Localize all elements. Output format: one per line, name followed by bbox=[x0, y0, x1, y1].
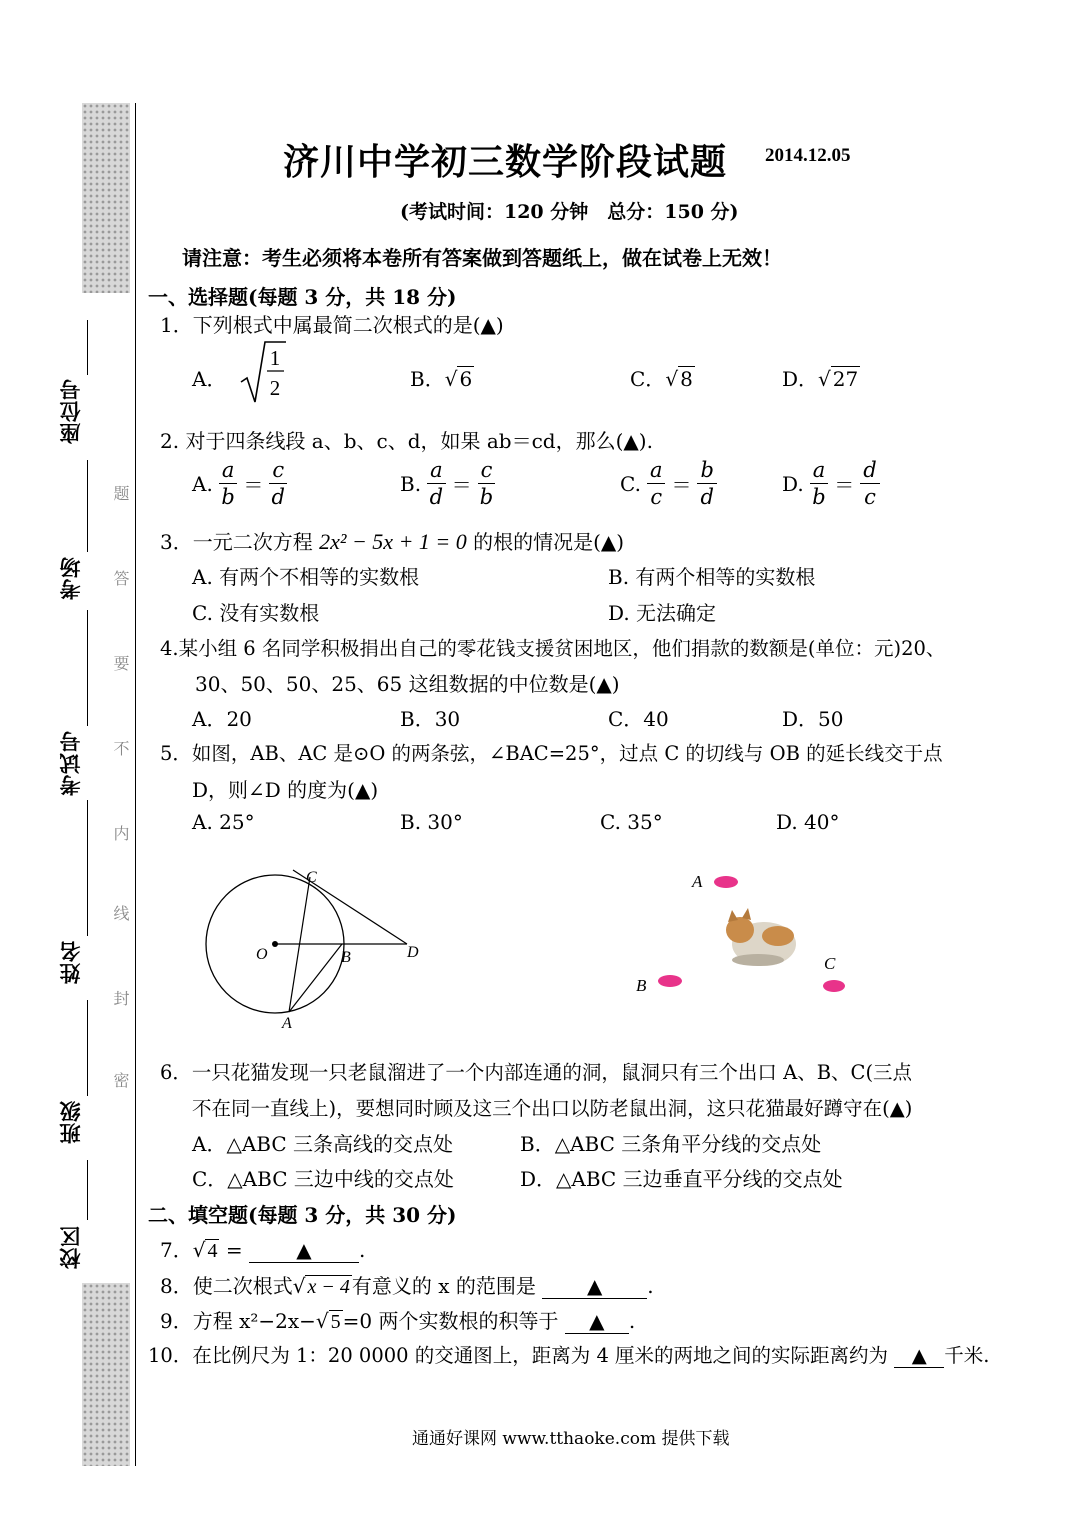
q5-option-b: B. 30° bbox=[400, 810, 463, 834]
q3-stem-pre: 3．一元二次方程 bbox=[160, 530, 313, 554]
seal-char: 不 bbox=[111, 740, 130, 756]
q4-option-c: C．40 bbox=[608, 707, 669, 731]
q6-option-b: B．△ABC 三条角平分线的交点处 bbox=[520, 1132, 822, 1156]
notice: 请注意：考生必须将本卷所有答案做到答题纸上，做在试卷上无效！ bbox=[182, 246, 782, 270]
option-letter: D． bbox=[782, 367, 819, 391]
q5-line1: 5．如图，AB、AC 是⊙O 的两条弦，∠BAC=25°，过点 C 的切线与 OB 的延长线交于点 bbox=[160, 742, 943, 765]
label-a: A bbox=[692, 872, 703, 891]
q4-line2: 30、50、50、25、65 这组数据的中位数是(▲) bbox=[195, 672, 620, 696]
option-letter: B. bbox=[400, 471, 422, 496]
campus-label: 校区 bbox=[58, 1225, 83, 1269]
option-letter: C. bbox=[620, 471, 641, 496]
chord-ab bbox=[289, 944, 342, 1012]
radicand: 6 bbox=[459, 367, 473, 391]
exam-number-line bbox=[87, 610, 88, 726]
fraction: $\frac{b}{d}$ bbox=[697, 457, 716, 510]
exit-b bbox=[658, 975, 682, 987]
q8-pre: 8．使二次根式 bbox=[160, 1274, 293, 1298]
class-label: 班级 bbox=[58, 1100, 83, 1144]
radicand: 5 bbox=[330, 1311, 341, 1333]
q4-line1: 4.某小组 6 名同学积极捐出自己的零花钱支援贫困地区，他们捐款的数额是(单位：元)20、 bbox=[160, 637, 946, 660]
fraction: $\frac{d}{c}$ bbox=[860, 457, 879, 510]
label-a: A bbox=[282, 1015, 292, 1032]
exit-c bbox=[823, 980, 845, 992]
seat-number-label: 座位号 bbox=[58, 378, 83, 444]
seal-char: 线 bbox=[111, 905, 130, 921]
seal-char: 要 bbox=[111, 655, 130, 671]
q6-line2: 不在同一直线上)，要想同时顾及这三个出口以防老鼠出洞，这只花猫最好蹲守在(▲) bbox=[192, 1097, 913, 1120]
answer-blank: ▲ bbox=[894, 1344, 944, 1368]
q2-option-b bbox=[400, 457, 495, 510]
seal-char: 答 bbox=[111, 570, 130, 586]
class-line bbox=[87, 1000, 88, 1096]
section1-title: 一、选择题(每题 3 分，共 18 分) bbox=[148, 285, 457, 309]
center-dot bbox=[272, 941, 278, 947]
binding-pattern-bottom bbox=[82, 1283, 130, 1466]
section2-title: 二、填空题(每题 3 分，共 30 分) bbox=[148, 1203, 457, 1227]
q9-end: . bbox=[628, 1309, 636, 1333]
name-label: 姓名 bbox=[58, 940, 83, 984]
binding-border bbox=[135, 103, 136, 1466]
q1-option-a bbox=[192, 363, 226, 392]
q10-end: 千米. bbox=[944, 1344, 990, 1367]
q7-number: 7． bbox=[160, 1238, 193, 1262]
seal-char: 内 bbox=[111, 825, 130, 841]
fraction: $\frac{a}{d}$ bbox=[427, 457, 446, 510]
q1-option-d bbox=[782, 363, 860, 392]
sqrt-symbol: √ bbox=[665, 367, 679, 391]
label-o: O bbox=[256, 946, 268, 963]
q1-option-b bbox=[410, 363, 474, 392]
label-d: D bbox=[407, 944, 419, 961]
radicand: 27 bbox=[832, 367, 859, 391]
q3-option-a: A. 有两个不相等的实数根 bbox=[192, 565, 420, 589]
q10 bbox=[148, 1340, 989, 1368]
q8-end: . bbox=[647, 1274, 654, 1298]
fraction: $\frac{c}{b}$ bbox=[478, 457, 496, 510]
q1-a-denominator: 2 bbox=[269, 376, 281, 400]
radicand: 8 bbox=[680, 367, 693, 391]
page-title: 济川中学初三数学阶段试题 bbox=[283, 141, 728, 183]
option-letter: B． bbox=[410, 367, 445, 391]
q2-option-a bbox=[192, 457, 287, 510]
seal-char: 密 bbox=[111, 1072, 130, 1088]
q1-option-a-radical bbox=[238, 338, 288, 406]
option-letter: C． bbox=[630, 367, 666, 391]
label-c: C bbox=[306, 869, 317, 886]
option-letter: A. bbox=[192, 471, 213, 496]
label-c: C bbox=[824, 954, 836, 973]
fraction: $\frac{a}{b}$ bbox=[810, 457, 829, 510]
q4-option-b: B．30 bbox=[400, 707, 461, 731]
sqrt-symbol: √ bbox=[818, 367, 831, 391]
q9-pre: 9．方程 x²−2x− bbox=[160, 1309, 316, 1333]
exit-a bbox=[714, 876, 738, 888]
q7-end: . bbox=[358, 1238, 366, 1262]
q1-a-numerator: 1 bbox=[269, 346, 281, 370]
radicand: 4 bbox=[207, 1240, 218, 1262]
q8 bbox=[160, 1270, 654, 1299]
q5-option-a: A. 25° bbox=[192, 810, 255, 834]
seal-char: 封 bbox=[111, 990, 130, 1006]
q9-post: =0 两个实数根的积等于 bbox=[342, 1309, 559, 1333]
cat-diagram bbox=[630, 860, 860, 1000]
q2-stem: 2. 对于四条线段 a、b、c、d，如果 ab＝cd，那么(▲). bbox=[160, 429, 653, 453]
sqrt-symbol: √ bbox=[192, 1238, 206, 1262]
q4-option-a: A．20 bbox=[192, 707, 252, 731]
q3-stem-post: 的根的情况是(▲) bbox=[473, 530, 625, 554]
sqrt-symbol: √ bbox=[315, 1309, 329, 1333]
fraction: $\frac{a}{c}$ bbox=[647, 457, 666, 510]
q3-option-b: B. 有两个相等的实数根 bbox=[608, 565, 816, 589]
exam-number-label: 考试号 bbox=[58, 730, 83, 796]
exam-room-line bbox=[87, 460, 88, 552]
q3-option-c: C. 没有实数根 bbox=[192, 601, 320, 625]
seat-number-line bbox=[87, 320, 88, 375]
q10-pre: 10．在比例尺为 1：20 0000 的交通图上，距离为 4 厘米的两地之间的实际距离约为 bbox=[148, 1344, 889, 1367]
label-b: B bbox=[636, 976, 647, 995]
seal-char: 题 bbox=[111, 485, 130, 501]
fraction: $\frac{c}{d}$ bbox=[269, 457, 287, 510]
equals: = bbox=[219, 1238, 243, 1262]
q6-option-d: D．△ABC 三边垂直平分线的交点处 bbox=[520, 1167, 843, 1191]
q1-option-c bbox=[630, 363, 695, 392]
label-b: B bbox=[341, 949, 351, 966]
equals: ＝ bbox=[671, 473, 692, 497]
q2-option-c bbox=[620, 457, 717, 510]
q3-option-d: D. 无法确定 bbox=[608, 601, 717, 625]
cat-icon bbox=[726, 908, 796, 966]
q3-stem bbox=[160, 526, 624, 555]
answer-blank: ▲ bbox=[565, 1309, 629, 1334]
q8-post: 有意义的 x 的范围是 bbox=[351, 1274, 536, 1298]
exam-room-label: 考场 bbox=[58, 556, 83, 600]
radicand: x − 4 bbox=[307, 1276, 350, 1298]
q6-option-a: A．△ABC 三条高线的交点处 bbox=[192, 1132, 453, 1156]
sqrt-symbol: √ bbox=[444, 367, 458, 391]
option-letter: A． bbox=[192, 367, 227, 391]
q2-option-d bbox=[782, 457, 880, 510]
sqrt-symbol: √ bbox=[292, 1274, 306, 1298]
footer-credit: 通通好课网 www.tthaoke.com 提供下载 bbox=[412, 1429, 730, 1449]
name-line bbox=[87, 800, 88, 936]
fraction: $\frac{a}{b}$ bbox=[219, 457, 238, 510]
answer-blank: ▲ bbox=[249, 1238, 359, 1263]
equals: ＝ bbox=[243, 473, 264, 497]
q4-option-d: D．50 bbox=[782, 707, 844, 731]
q1-stem: 1．下列根式中属最简二次根式的是(▲) bbox=[160, 313, 504, 337]
q5-option-c: C. 35° bbox=[600, 810, 663, 834]
exam-date: 2014.12.05 bbox=[765, 145, 851, 166]
exam-info: (考试时间：120 分钟 总分：150 分) bbox=[400, 201, 739, 223]
campus-line bbox=[87, 1160, 88, 1220]
q6-option-c: C．△ABC 三边中线的交点处 bbox=[192, 1167, 454, 1191]
q5-option-d: D. 40° bbox=[776, 810, 840, 834]
circle-diagram bbox=[195, 860, 435, 1035]
q6-line1: 6．一只花猫发现一只老鼠溜进了一个内部连通的洞，鼠洞只有三个出口 A、B、C(三点 bbox=[160, 1061, 913, 1084]
q7 bbox=[160, 1234, 365, 1263]
binding-pattern-top bbox=[82, 103, 130, 293]
equals: ＝ bbox=[834, 473, 855, 497]
option-letter: D. bbox=[782, 471, 804, 496]
equals: ＝ bbox=[451, 473, 472, 497]
q9 bbox=[160, 1305, 635, 1334]
answer-blank: ▲ bbox=[542, 1274, 647, 1299]
q5-line2: D，则∠D 的度为(▲) bbox=[192, 778, 379, 802]
q3-equation: 2x² − 5x + 1 = 0 bbox=[319, 529, 467, 554]
